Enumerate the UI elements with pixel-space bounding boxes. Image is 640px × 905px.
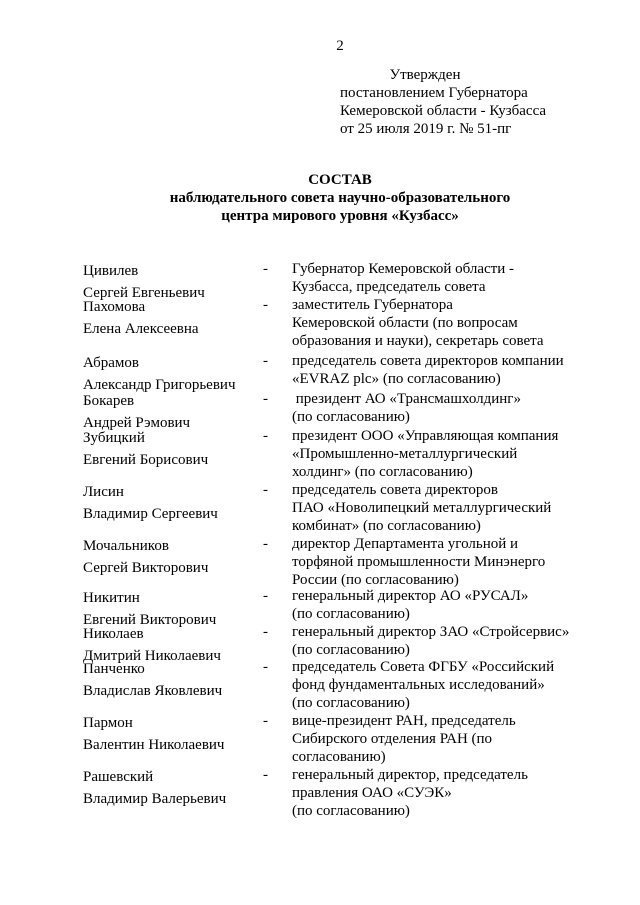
member-name bbox=[83, 712, 258, 756]
member-given-name: Александр Григорьевич bbox=[83, 377, 236, 393]
title-line: наблюдательного совета научно-образовательного bbox=[169, 190, 511, 206]
approval-line: Кемеровской области - Кузбасса bbox=[340, 103, 547, 119]
member-given-name: Евгений Викторович bbox=[83, 612, 217, 628]
member-row bbox=[0, 766, 640, 819]
member-row bbox=[0, 352, 640, 392]
member-surname: Лисин bbox=[83, 484, 124, 500]
title-heading: СОСТАВ bbox=[308, 172, 372, 188]
role-line: Кузбасса, председатель совета bbox=[292, 279, 486, 295]
member-surname: Мочальников bbox=[83, 538, 169, 554]
role-line: президент ООО «Управляющая компания bbox=[292, 428, 559, 444]
member-surname: Пармон bbox=[83, 715, 133, 731]
member-surname: Никитин bbox=[83, 590, 140, 606]
member-row bbox=[0, 712, 640, 765]
member-dash: - bbox=[263, 624, 268, 640]
member-name bbox=[83, 427, 258, 471]
member-row bbox=[0, 390, 640, 430]
role-line: председатель Совета ФГБУ «Российский bbox=[292, 659, 555, 675]
member-name bbox=[83, 766, 258, 810]
member-dash: - bbox=[263, 588, 268, 604]
member-surname: Цивилев bbox=[83, 263, 139, 279]
member-given-name: Владимир Сергеевич bbox=[83, 506, 218, 522]
member-role bbox=[292, 766, 592, 820]
member-given-name: Сергей Викторович bbox=[83, 560, 209, 576]
member-dash: - bbox=[263, 261, 268, 277]
member-given-name: Валентин Николаевич bbox=[83, 737, 225, 753]
member-surname: Бокарев bbox=[83, 393, 135, 409]
member-role bbox=[292, 587, 592, 623]
role-line: образования и науки), секретарь совета bbox=[292, 333, 544, 349]
member-surname: Зубицкий bbox=[83, 430, 145, 446]
role-line: России (по согласованию) bbox=[292, 572, 459, 588]
approval-block bbox=[340, 66, 547, 138]
role-line: Губернатор Кемеровской области - bbox=[292, 261, 514, 277]
member-role bbox=[292, 427, 592, 481]
role-line: вице-президент РАН, председатель bbox=[292, 713, 516, 729]
role-line: (по согласованию) bbox=[292, 695, 410, 711]
approval-line: Утвержден bbox=[389, 67, 461, 83]
member-given-name: Елена Алексеевна bbox=[83, 321, 199, 337]
role-line: ПАО «Новолипецкий металлургический bbox=[292, 500, 552, 516]
role-line: заместитель Губернатора bbox=[292, 297, 453, 313]
page-number: 2 bbox=[336, 38, 344, 54]
role-line: торфяной промышленности Минэнерго bbox=[292, 554, 546, 570]
role-line: холдинг» (по согласованию) bbox=[292, 464, 473, 480]
member-surname: Пахомова bbox=[83, 299, 146, 315]
member-given-name: Дмитрий Николаевич bbox=[83, 648, 221, 664]
member-name bbox=[83, 535, 258, 579]
role-line: председатель совета директоров bbox=[292, 482, 498, 498]
member-dash: - bbox=[263, 659, 268, 675]
member-row bbox=[0, 296, 640, 349]
member-dash: - bbox=[263, 428, 268, 444]
role-line: комбинат» (по согласованию) bbox=[292, 518, 481, 534]
member-role bbox=[292, 352, 592, 388]
member-dash: - bbox=[263, 482, 268, 498]
role-line: председатель совета директоров компании bbox=[292, 353, 564, 369]
member-given-name: Андрей Рэмович bbox=[83, 415, 191, 431]
member-given-name: Евгений Борисович bbox=[83, 452, 209, 468]
member-row bbox=[0, 587, 640, 627]
member-given-name: Сергей Евгеньевич bbox=[83, 285, 205, 301]
role-line: генеральный директор ЗАО «Стройсервис» bbox=[292, 624, 570, 640]
member-row bbox=[0, 623, 640, 663]
member-role bbox=[292, 535, 592, 589]
role-line: (по согласованию) bbox=[292, 409, 410, 425]
member-role bbox=[292, 623, 592, 659]
role-line: Сибирского отделения РАН (по bbox=[292, 731, 493, 747]
member-name bbox=[83, 296, 258, 340]
role-line: правления ОАО «СУЭК» bbox=[292, 785, 452, 801]
member-role bbox=[292, 390, 592, 426]
member-name bbox=[83, 481, 258, 525]
member-row bbox=[0, 427, 640, 480]
role-line: Кемеровской области (по вопросам bbox=[292, 315, 518, 331]
approval-line: постановлением Губернатора bbox=[340, 85, 528, 101]
member-dash: - bbox=[263, 297, 268, 313]
member-dash: - bbox=[263, 767, 268, 783]
member-row bbox=[0, 535, 640, 588]
member-row bbox=[0, 658, 640, 711]
document-title bbox=[140, 171, 540, 225]
role-line: генеральный директор, председатель bbox=[292, 767, 528, 783]
member-dash: - bbox=[263, 536, 268, 552]
role-line: (по согласованию) bbox=[292, 803, 410, 819]
member-surname: Панченко bbox=[83, 661, 145, 677]
role-line: директор Департамента угольной и bbox=[292, 536, 519, 552]
member-role bbox=[292, 658, 592, 712]
role-line: (по согласованию) bbox=[292, 642, 410, 658]
member-role bbox=[292, 481, 592, 535]
member-dash: - bbox=[263, 353, 268, 369]
approval-line: от 25 июля 2019 г. № 51-пг bbox=[340, 121, 512, 137]
role-line: (по согласованию) bbox=[292, 606, 410, 622]
member-role bbox=[292, 260, 592, 296]
member-dash: - bbox=[263, 713, 268, 729]
member-row bbox=[0, 481, 640, 534]
role-line: «EVRAZ plc» (по согласованию) bbox=[292, 371, 501, 387]
member-row bbox=[0, 260, 640, 300]
role-line: согласованию) bbox=[292, 749, 386, 765]
member-given-name: Владимир Валерьевич bbox=[83, 791, 227, 807]
role-line: фонд фундаментальных исследований» bbox=[292, 677, 545, 693]
member-surname: Рашевский bbox=[83, 769, 154, 785]
role-line: президент АО «Трансмашхолдинг» bbox=[292, 391, 521, 407]
member-role bbox=[292, 712, 592, 766]
member-name bbox=[83, 658, 258, 702]
member-surname: Николаев bbox=[83, 626, 144, 642]
role-line: генеральный директор АО «РУСАЛ» bbox=[292, 588, 529, 604]
member-dash: - bbox=[263, 391, 268, 407]
role-line: «Промышленно-металлургический bbox=[292, 446, 518, 462]
title-line: центра мирового уровня «Кузбасс» bbox=[221, 208, 459, 224]
member-given-name: Владислав Яковлевич bbox=[83, 683, 223, 699]
member-surname: Абрамов bbox=[83, 355, 139, 371]
member-role bbox=[292, 296, 592, 350]
